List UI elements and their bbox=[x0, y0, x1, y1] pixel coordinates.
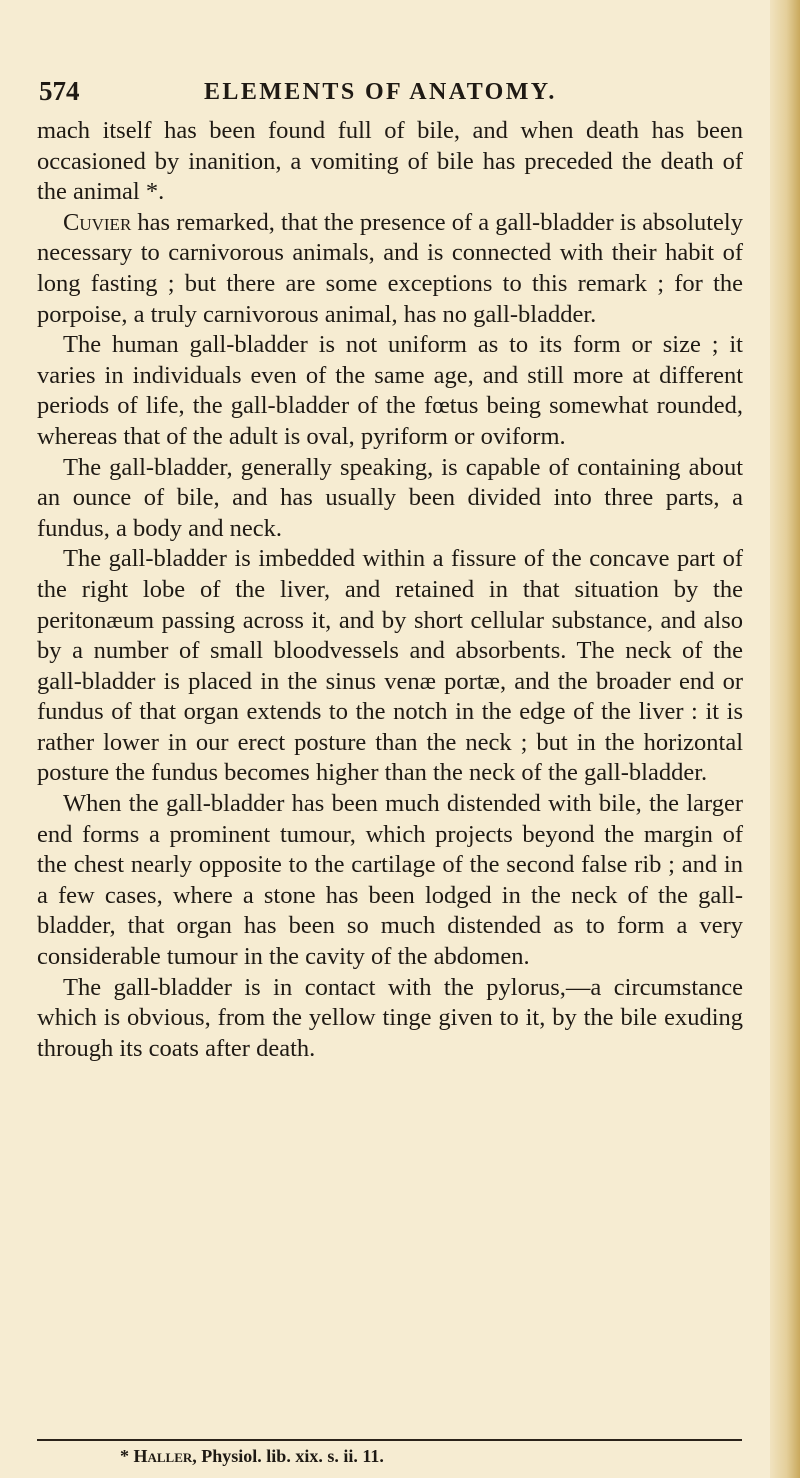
paragraph-text: mach itself has been found full of bile, and when death has been occasioned by inanition, a vomiting of bile has preceded the death of the animal *. bbox=[37, 117, 743, 206]
page-number: 574 bbox=[39, 76, 80, 106]
page-edge-shadow bbox=[770, 0, 800, 1478]
footnote-author: Haller bbox=[133, 1446, 193, 1466]
paragraph-text: The gall-bladder is imbedded within a fissure of the concave part of the right lobe of the liver, and retained in that situation by the peritonæum passing across it, and by short cellular substance, and also by a number of small bloodvessels and absorbents. The neck of the gall-bladder is placed in the sinus venæ portæ, and the broader end or fundus of that organ extends to the notch in the edge of the liver : it is rather lower in our erect posture than the neck ; but in the horizontal posture the fundus becomes higher than the neck of the gall-bladder. bbox=[37, 545, 743, 787]
paragraph-distension bbox=[37, 789, 743, 973]
paragraph-continued bbox=[37, 116, 743, 208]
footnote bbox=[120, 1446, 384, 1467]
paragraph-cuvier bbox=[37, 208, 743, 330]
running-head bbox=[37, 76, 737, 116]
footnote-marker: * bbox=[120, 1446, 134, 1466]
paragraph-text: has remarked, that the presence of a gall-bladder is absolutely necessary to carnivorous animals, and is connected with their habit of long fasting ; but there are some exceptions to this remark ; for the porpoise, a truly carnivorous animal, has no gall-bladder. bbox=[37, 208, 743, 328]
paragraph-pylorus bbox=[37, 973, 743, 1065]
paragraph-text: The human gall-bladder is not uniform as to its form or size ; it varies in individuals even of the same age, and still more at different periods of life, the gall-bladder of the fœtus being somewhat rounded, whereas that of the adult is oval, pyriform or oviform. bbox=[37, 331, 743, 450]
paragraph-text: The gall-bladder, generally speaking, is capable of containing about an ounce of bile, and has usually been divided into three parts, a fundus, a body and neck. bbox=[37, 453, 743, 542]
paragraph-text: The gall-bladder is in contact with the pylorus,—a circumstance which is obvious, from the yellow tinge given to it, by the bile exuding through its coats after death. bbox=[37, 973, 743, 1062]
paragraph-situation bbox=[37, 544, 743, 789]
footnote-divider bbox=[37, 1439, 742, 1441]
paragraph-capacity bbox=[37, 453, 743, 545]
paragraph-lead-name: Cuvier bbox=[63, 208, 132, 236]
body-text bbox=[37, 116, 743, 1064]
paragraph-form-size bbox=[37, 330, 743, 452]
footnote-text: , Physiol. lib. xix. s. ii. 11. bbox=[192, 1446, 384, 1466]
paragraph-text: When the gall-bladder has been much distended with bile, the larger end forms a prominent tumour, which projects beyond the margin of the chest nearly opposite to the cartilage of the second false rib ; and in a few cases, where a stone has been lodged in the neck of the gall-bladder, that organ has been so much distended as to form a very considerable tumour in the cavity of the abdomen. bbox=[37, 790, 743, 971]
running-title: ELEMENTS OF ANATOMY. bbox=[204, 79, 557, 105]
